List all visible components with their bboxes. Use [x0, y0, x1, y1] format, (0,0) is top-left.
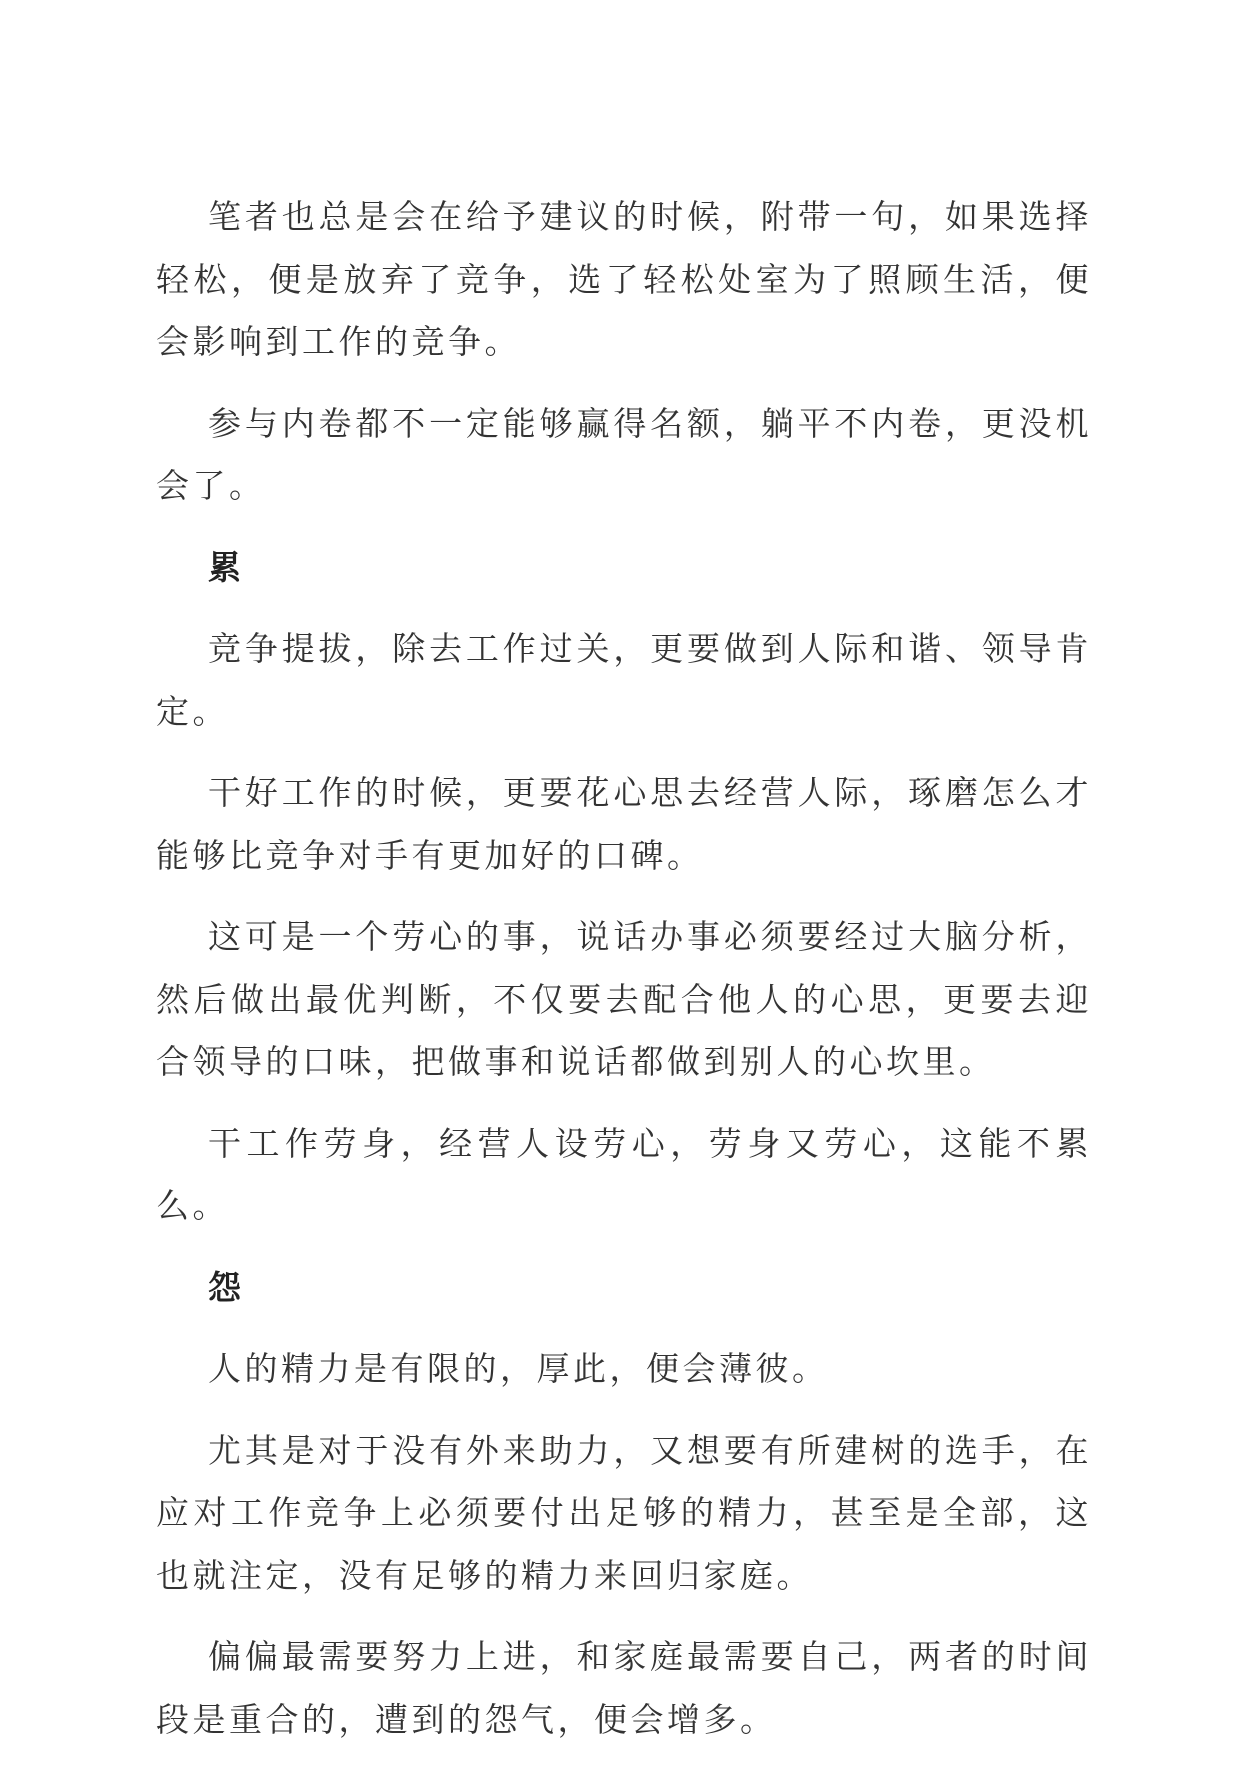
paragraph: 尤其是对于没有外来助力，又想要有所建树的选手，在应对工作竞争上必须要付出足够的精力，甚至是全部，这也就注定，没有足够的精力来回归家庭。 [156, 1430, 1092, 1595]
paragraph: 笔者也总是会在给予建议的时候，附带一句，如果选择轻松，便是放弃了竞争，选了轻松处室为了照顾生活，便会影响到工作的竞争。 [156, 197, 1092, 361]
paragraph: 人的精力是有限的，厚此，便会薄彼。 [208, 1349, 829, 1388]
paragraph: 这可是一个劳心的事，说话办事必须要经过大脑分析，然后做出最优判断，不仅要去配合他人的心思，更要去迎合领导的口味，把做事和说话都做到别人的心坎里。 [156, 917, 1092, 1081]
paragraph: 干工作劳身，经营人设劳心，劳身又劳心，这能不累么。 [156, 1123, 1092, 1225]
paragraph: 偏偏最需要努力上进，和家庭最需要自己，两者的时间段是重合的，遭到的怨气，便会增多。 [156, 1637, 1092, 1739]
section-heading-lei: 累 [208, 547, 245, 587]
paragraph: 干好工作的时候，更要花心思去经营人际，琢磨怎么才能够比竞争对手有更加好的口碑。 [156, 773, 1092, 875]
paragraph: 参与内卷都不一定能够赢得名额，躺平不内卷，更没机会了。 [156, 403, 1092, 505]
document-body [156, 186, 1092, 1770]
section-heading-yuan: 怨 [208, 1267, 245, 1307]
paragraph: 竞争提拔，除去工作过关，更要做到人际和谐、领导肯定。 [156, 629, 1092, 731]
